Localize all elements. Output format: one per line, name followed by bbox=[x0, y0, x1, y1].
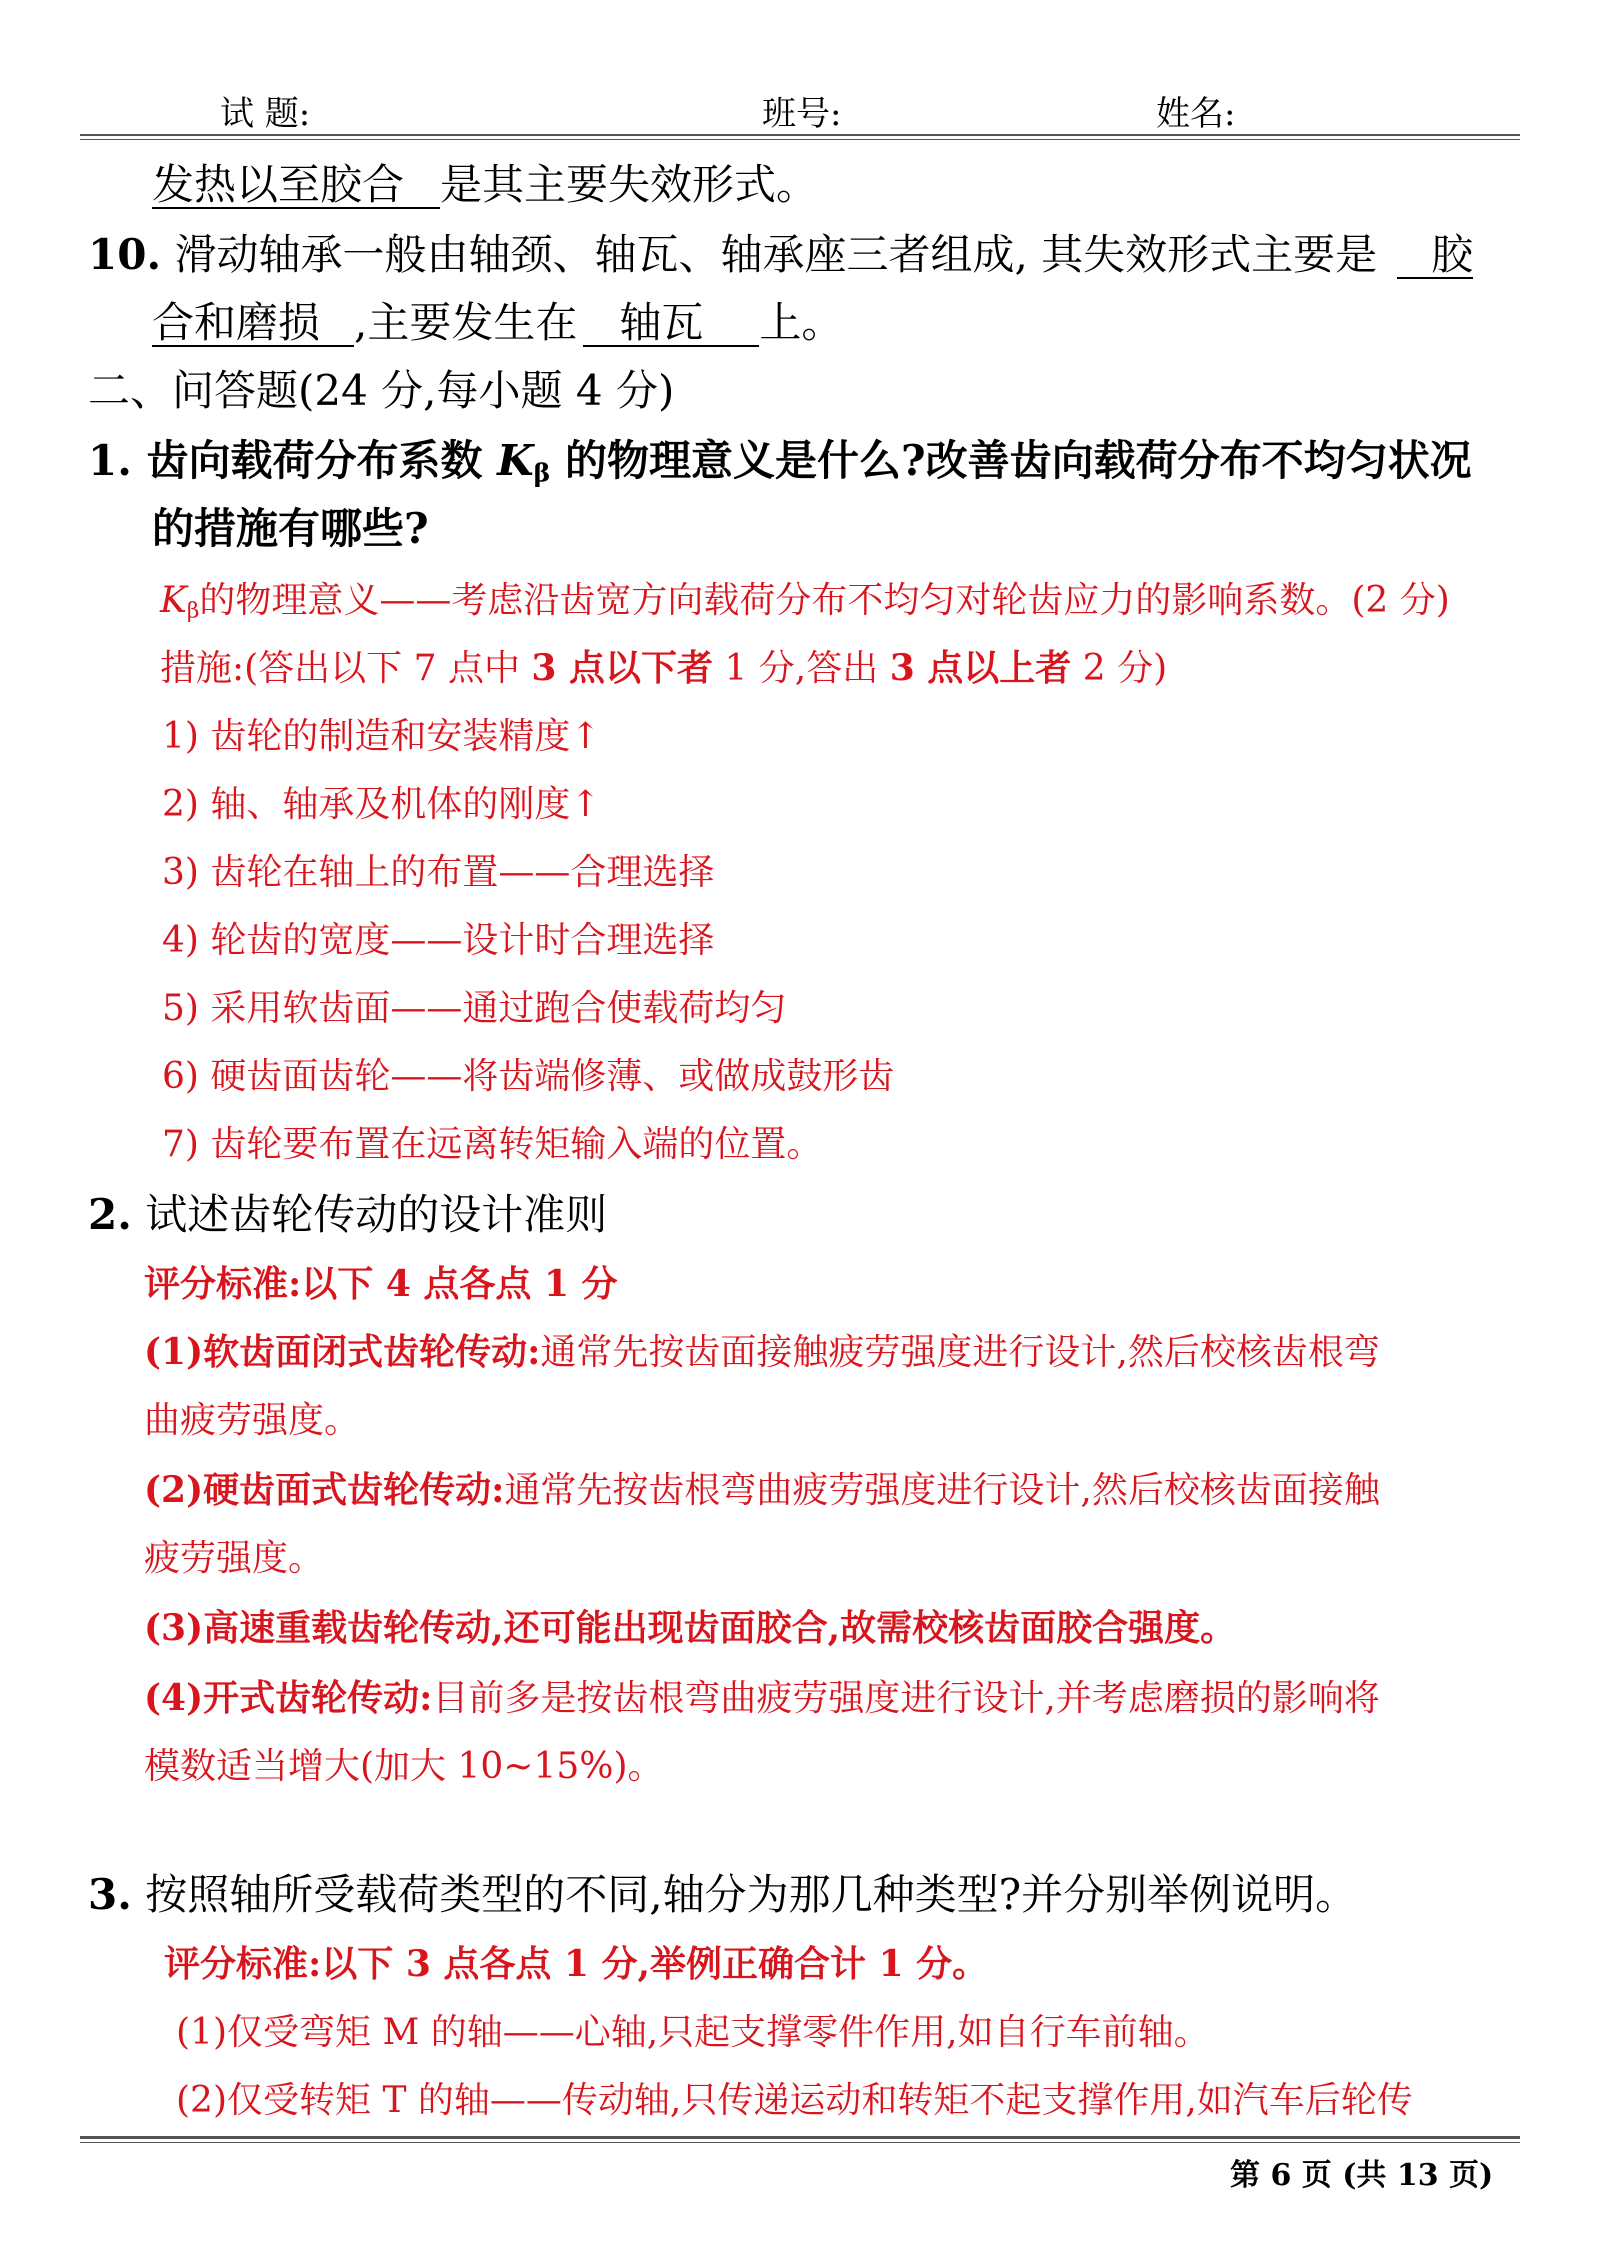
qa2-point4-text: 目前多是按齿根弯曲疲劳强度进行设计,并考虑磨损的影响将 bbox=[432, 1678, 1380, 1719]
qa1-symbol-sub: β bbox=[533, 457, 551, 488]
q10-line2 bbox=[152, 290, 843, 350]
qa2-criteria: 评分标准:以下 4 点各点 1 分 bbox=[144, 1263, 618, 1305]
qa1-ans-symbol-sub: β bbox=[186, 598, 200, 624]
qa2-point3: (3)高速重载齿轮传动,还可能出现齿面胶合,故需校核齿面胶合强度。 bbox=[144, 1607, 1237, 1649]
qa1-symbol: K bbox=[497, 436, 534, 485]
exam-title-label: 试 题: bbox=[220, 94, 311, 134]
qa1-measures-end: 2 分) bbox=[1071, 648, 1168, 689]
qa2-point1-text: 通常先按齿面接触疲劳强度进行设计,然后校核齿根弯 bbox=[540, 1332, 1380, 1373]
q10-mid-text: ,主要发生在 bbox=[354, 298, 578, 347]
q10-number: 10. bbox=[88, 230, 162, 279]
q10-blank2: 轴瓦 bbox=[583, 301, 759, 347]
qa1-answer-meaning bbox=[160, 572, 1450, 623]
qa3-number: 3. bbox=[88, 1870, 132, 1919]
q10-text: 滑动轴承一般由轴颈、轴瓦、轴承座三者组成, 其失效形式主要是 bbox=[174, 230, 1378, 279]
q10-line1 bbox=[88, 222, 1473, 282]
qa1-measure-item: 5) 采用软齿面——通过跑合使载荷均匀 bbox=[162, 988, 787, 1029]
qa2-point2-text: 通常先按齿根弯曲疲劳强度进行设计,然后校核齿面接触 bbox=[504, 1470, 1380, 1511]
qa3-question-text: 按照轴所受载荷类型的不同,轴分为那几种类型?并分别举例说明。 bbox=[145, 1870, 1358, 1919]
qa1-measure-item: 3) 齿轮在轴上的布置——合理选择 bbox=[162, 852, 715, 893]
page-number: 第 6 页 (共 13 页) bbox=[1230, 2158, 1494, 2193]
qa2-point1-label: (1)软齿面闭式齿轮传动: bbox=[144, 1331, 541, 1373]
q9-tail-text: 是其主要失效形式。 bbox=[440, 160, 819, 209]
q9-answer-blank: 发热以至胶合 bbox=[152, 163, 440, 209]
qa1-number: 1. bbox=[88, 436, 132, 485]
qa2-point1 bbox=[144, 1324, 1380, 1375]
qa1-ans-symbol: K bbox=[160, 580, 187, 621]
qa2-point2 bbox=[144, 1462, 1380, 1513]
class-number-label: 班号: bbox=[762, 94, 842, 134]
qa2-point4-label: (4)开式齿轮传动: bbox=[144, 1677, 433, 1719]
student-name-label: 姓名: bbox=[1156, 94, 1236, 134]
q9-tail-line bbox=[152, 152, 818, 212]
qa1-measure-item: 7) 齿轮要布置在远离转矩输入端的位置。 bbox=[162, 1124, 823, 1165]
q10-blank1-part1: 胶 bbox=[1397, 233, 1473, 279]
qa1-question-line2: 的措施有哪些? bbox=[152, 504, 429, 553]
q10-end-text: 上。 bbox=[759, 298, 844, 347]
qa2-point4 bbox=[144, 1670, 1380, 1721]
qa2-question bbox=[88, 1182, 607, 1242]
q10-blank1-part2: 合和磨损 bbox=[152, 301, 354, 347]
qa3-criteria: 评分标准:以下 3 点各点 1 分,举例正确合计 1 分。 bbox=[164, 1943, 989, 1985]
header-rule bbox=[80, 134, 1520, 140]
qa1-measure-item: 1) 齿轮的制造和安装精度↑ bbox=[162, 716, 601, 757]
qa2-point1-cont: 曲疲劳强度。 bbox=[144, 1400, 361, 1441]
qa1-measures-bold2: 3 点以上者 bbox=[889, 647, 1072, 689]
qa1-measures-bold1: 3 点以下者 bbox=[531, 647, 714, 689]
qa2-number: 2. bbox=[88, 1190, 132, 1239]
qa1-measure-item: 4) 轮齿的宽度——设计时合理选择 bbox=[162, 920, 715, 961]
qa2-question-text: 试述齿轮传动的设计准则 bbox=[145, 1190, 608, 1239]
footer-rule bbox=[80, 2136, 1520, 2143]
qa1-measure-item: 2) 轴、轴承及机体的刚度↑ bbox=[162, 784, 601, 825]
qa1-q-pre: 齿向载荷分布系数 bbox=[146, 436, 483, 485]
qa1-ans-meaning-text: 的物理意义——考虑沿齿宽方向载荷分布不均匀对轮齿应力的影响系数。(2 分) bbox=[199, 580, 1450, 621]
section2-title: 二、问答题(24 分,每小题 4 分) bbox=[88, 366, 675, 415]
qa1-measure-item: 6) 硬齿面齿轮——将齿端修薄、或做成鼓形齿 bbox=[162, 1056, 895, 1097]
qa1-measures-mid: 1 分,答出 bbox=[713, 648, 890, 689]
qa3-item: (1)仅受弯矩 M 的轴——心轴,只起支撑零件作用,如自行车前轴。 bbox=[176, 2012, 1210, 2053]
qa1-measures-pre: 措施:(答出以下 7 点中 bbox=[160, 648, 532, 689]
qa1-answer-measures bbox=[160, 640, 1167, 691]
qa2-point2-label: (2)硬齿面式齿轮传动: bbox=[144, 1469, 505, 1511]
qa1-q-post: 的物理意义是什么?改善齿向载荷分布不均匀状况 bbox=[565, 436, 1472, 485]
qa2-point4-cont: 模数适当增大(加大 10~15%)。 bbox=[144, 1746, 664, 1787]
qa3-item: (2)仅受转矩 T 的轴——传动轴,只传递运动和转矩不起支撑作用,如汽车后轮传 bbox=[176, 2080, 1413, 2121]
qa3-question bbox=[88, 1862, 1357, 1922]
qa1-question-line1 bbox=[88, 428, 1472, 488]
qa2-point2-cont: 疲劳强度。 bbox=[144, 1538, 325, 1579]
